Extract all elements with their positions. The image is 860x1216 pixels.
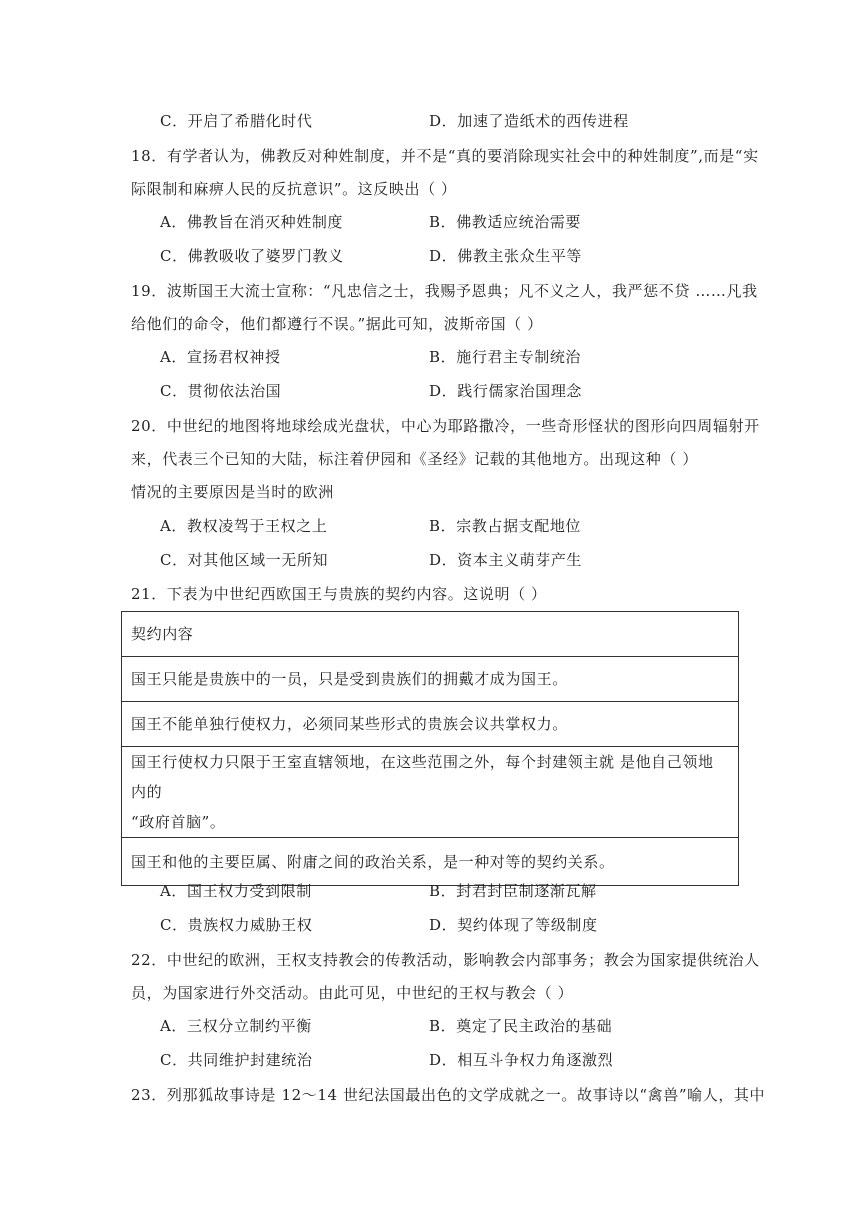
q22-option-b[interactable]: B．奠定了民主政治的基础 [429, 1017, 613, 1035]
q22-stem-line1: 22．中世纪的欧洲，王权支持教会的传教活动，影响教会内部事务；教会为国家提供统治人 [131, 951, 760, 969]
table-cell-line2: “政府首脑”。 [131, 813, 226, 831]
q21-stem-line1: 21．下表为中世纪西欧国王与贵族的契约内容。这说明（ ） [131, 585, 547, 603]
q20-option-d[interactable]: D．资本主义萌芽产生 [429, 551, 583, 569]
table-row [122, 838, 739, 886]
q18-option-a[interactable]: A．佛教旨在消灭种姓制度 [160, 213, 344, 231]
q19-option-a[interactable]: A．宣扬君权神授 [160, 348, 281, 366]
table-header-row [122, 612, 739, 657]
q21-option-c[interactable]: C．贵族权力威胁王权 [160, 916, 313, 934]
q23-stem-line1: 23．列那狐故事诗是 12～14 世纪法国最出色的文学成就之一。故事诗以“禽兽”喻人，其中 [131, 1086, 766, 1104]
table-cell: 国王只能是贵族中的一员，只是受到贵族们的拥戴才成为国王。 [122, 657, 739, 702]
q20-stem-line1: 20．中世纪的地图将地球绘成光盘状，中心为耶路撒冷，一些奇形怪状的图形向四周辐射开 [131, 417, 760, 435]
table-row [122, 657, 739, 702]
q20-option-a[interactable]: A．教权凌驾于王权之上 [160, 517, 328, 535]
q18-stem-line1: 18．有学者认为，佛教反对种姓制度，并不是“真的要消除现实社会中的种姓制度”,而是“实 [131, 147, 759, 165]
q18-option-b[interactable]: B．佛教适应统治需要 [429, 213, 582, 231]
q18-option-c[interactable]: C．佛教吸收了婆罗门教义 [160, 247, 344, 265]
q19-option-b[interactable]: B．施行君主专制统治 [429, 348, 582, 366]
table-cell: 国王不能单独行使权力，必须同某些形式的贵族会议共掌权力。 [122, 702, 739, 747]
q20-stem-line3: 情况的主要原因是当时的欧洲 [131, 483, 334, 501]
q17-option-c[interactable]: C．开启了希腊化时代 [160, 112, 313, 130]
table-cell [122, 747, 739, 838]
table-cell-line1: 国王行使权力只限于王室直辖领地，在这些范围之外，每个封建领主就 是他自己领地内的 [131, 753, 714, 801]
q20-option-b[interactable]: B．宗教占据支配地位 [429, 517, 582, 535]
table-header-cell: 契约内容 [122, 612, 739, 657]
contract-table [121, 611, 739, 886]
q19-option-d[interactable]: D．践行儒家治国理念 [429, 382, 583, 400]
q18-option-d[interactable]: D．佛教主张众生平等 [429, 247, 583, 265]
q19-stem-line2: 给他们的命令，他们都遵行不误。”据此可知，波斯帝国（ ） [131, 315, 543, 333]
q17-option-d[interactable]: D．加速了造纸术的西传进程 [429, 112, 629, 130]
q21-option-d[interactable]: D．契约体现了等级制度 [429, 916, 598, 934]
q22-option-a[interactable]: A．三权分立制约平衡 [160, 1017, 312, 1035]
q21-option-b[interactable]: B．封君封臣制逐渐瓦解 [429, 882, 597, 900]
q22-option-c[interactable]: C．共同维护封建统治 [160, 1051, 313, 1069]
table-cell: 国王和他的主要臣属、附庸之间的政治关系，是一种对等的契约关系。 [122, 838, 739, 886]
q22-stem-line2: 员，为国家进行外交活动。由此可见，中世纪的王权与教会（ ） [131, 984, 574, 1002]
q18-stem-line2: 际限制和麻痹人民的反抗意识”。这反映出（ ） [131, 180, 457, 198]
q19-stem-line1: 19．波斯国王大流士宣称：“凡忠信之士，我赐予恩典；凡不义之人，我严惩不贷 ……凡我 [131, 282, 758, 300]
q19-option-c[interactable]: C．贯彻依法治国 [160, 382, 282, 400]
q20-option-c[interactable]: C．对其他区域一无所知 [160, 551, 329, 569]
q21-option-a[interactable]: A．国王权力受到限制 [160, 882, 312, 900]
table-row [122, 702, 739, 747]
table-row [122, 747, 739, 838]
q20-stem-line2: 来，代表三个已知的大陆，标注着伊园和《圣经》记载的其他地方。出现这种（ ） [131, 450, 698, 468]
q22-option-d[interactable]: D．相互斗争权力角逐激烈 [429, 1051, 614, 1069]
